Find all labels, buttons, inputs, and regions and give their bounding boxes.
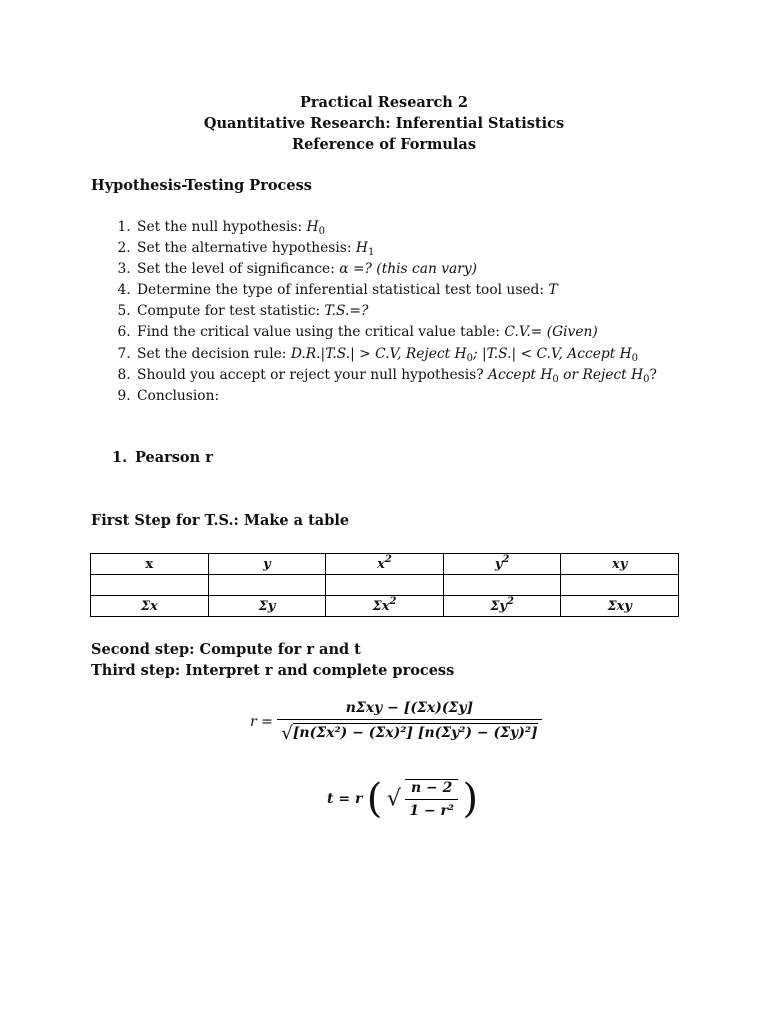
step-item: 6. Find the critical value using the critical value table: C.V.= (Given) bbox=[135, 322, 755, 343]
table-total-cell: Σxy bbox=[561, 596, 679, 617]
formula-r-fraction bbox=[277, 700, 541, 744]
table-row bbox=[91, 575, 679, 596]
step-item: 5. Compute for test statistic: T.S.=? bbox=[135, 301, 755, 322]
table-header-cell: $y^2$ bbox=[443, 554, 561, 575]
pearson-heading: Pearson r bbox=[135, 449, 213, 466]
t-formula bbox=[327, 776, 478, 822]
table-cell bbox=[443, 575, 561, 596]
doc-subtitle-2: Reference of Formulas bbox=[292, 136, 476, 153]
step-item: 3. Set the level of significance: α =? (this can vary) bbox=[135, 259, 755, 280]
table-total-cell: $\Sigma y^2$ bbox=[443, 596, 561, 617]
table-header-cell: y bbox=[208, 554, 326, 575]
formula-r-lhs: r = bbox=[250, 714, 273, 730]
doc-subtitle: Quantitative Research: Inferential Statistics bbox=[203, 115, 565, 132]
formula-t-lhs: t = r bbox=[327, 791, 363, 807]
formula-r-denominator-wrap bbox=[277, 720, 541, 744]
table-cell bbox=[91, 575, 209, 596]
table-header-cell: x bbox=[91, 554, 209, 575]
second-step-heading: Second step: Compute for r and t bbox=[91, 641, 361, 658]
table-total-cell: $\Sigma x^2$ bbox=[326, 596, 444, 617]
step-item: 9. Conclusion: bbox=[135, 386, 755, 407]
table-header-row bbox=[91, 554, 679, 575]
table-total-cell: Σx bbox=[91, 596, 209, 617]
formula-t-fraction bbox=[405, 779, 458, 819]
table-header-cell: xy bbox=[561, 554, 679, 575]
process-heading: Hypothesis-Testing Process bbox=[91, 177, 312, 194]
table-total-cell: Σy bbox=[208, 596, 326, 617]
pearson-table bbox=[90, 553, 679, 617]
doc-title: Practical Research 2 bbox=[300, 94, 468, 111]
third-step-heading: Third step: Interpret r and complete process bbox=[91, 662, 455, 679]
table-totals-row bbox=[91, 596, 679, 617]
sqrt-icon: √ bbox=[386, 786, 401, 812]
step-item: 2. Set the alternative hypothesis: $H_1$ bbox=[135, 238, 755, 259]
step-item: 7. Set the decision rule: D.R.|T.S.| > C.V, Reject $H_0$; |T.S.| < C.V, Accept $H_0$ bbox=[135, 344, 755, 365]
table-cell bbox=[326, 575, 444, 596]
left-paren-icon: ( bbox=[366, 776, 383, 822]
pearson-number: 1. bbox=[112, 449, 128, 466]
first-step-heading: First Step for T.S.: Make a table bbox=[91, 512, 350, 529]
formula-t-denominator: 1 − r² bbox=[409, 803, 455, 819]
table-header-cell: $x^2$ bbox=[326, 554, 444, 575]
step-item: 1. Set the null hypothesis: $H_0$ bbox=[135, 217, 755, 238]
step-item: 4. Determine the type of inferential statistical test tool used: T bbox=[135, 280, 755, 301]
sqrt-icon: √ bbox=[281, 723, 293, 744]
process-steps-list bbox=[91, 217, 755, 407]
formula-r-denominator: [n(Σx²) − (Σx)²] [n(Σy²) − (Σy)²] bbox=[292, 725, 538, 741]
formula-t-numerator: n − 2 bbox=[405, 780, 458, 800]
table-cell bbox=[561, 575, 679, 596]
step-item: 8. Should you accept or reject your null hypothesis? Accept $H_0$ or Reject $H_0$? bbox=[135, 365, 755, 386]
pearson-r-formula bbox=[250, 700, 542, 744]
right-paren-icon: ) bbox=[462, 776, 479, 822]
formula-r-numerator: nΣxy − [(Σx)(Σy] bbox=[277, 700, 541, 720]
table-cell bbox=[208, 575, 326, 596]
